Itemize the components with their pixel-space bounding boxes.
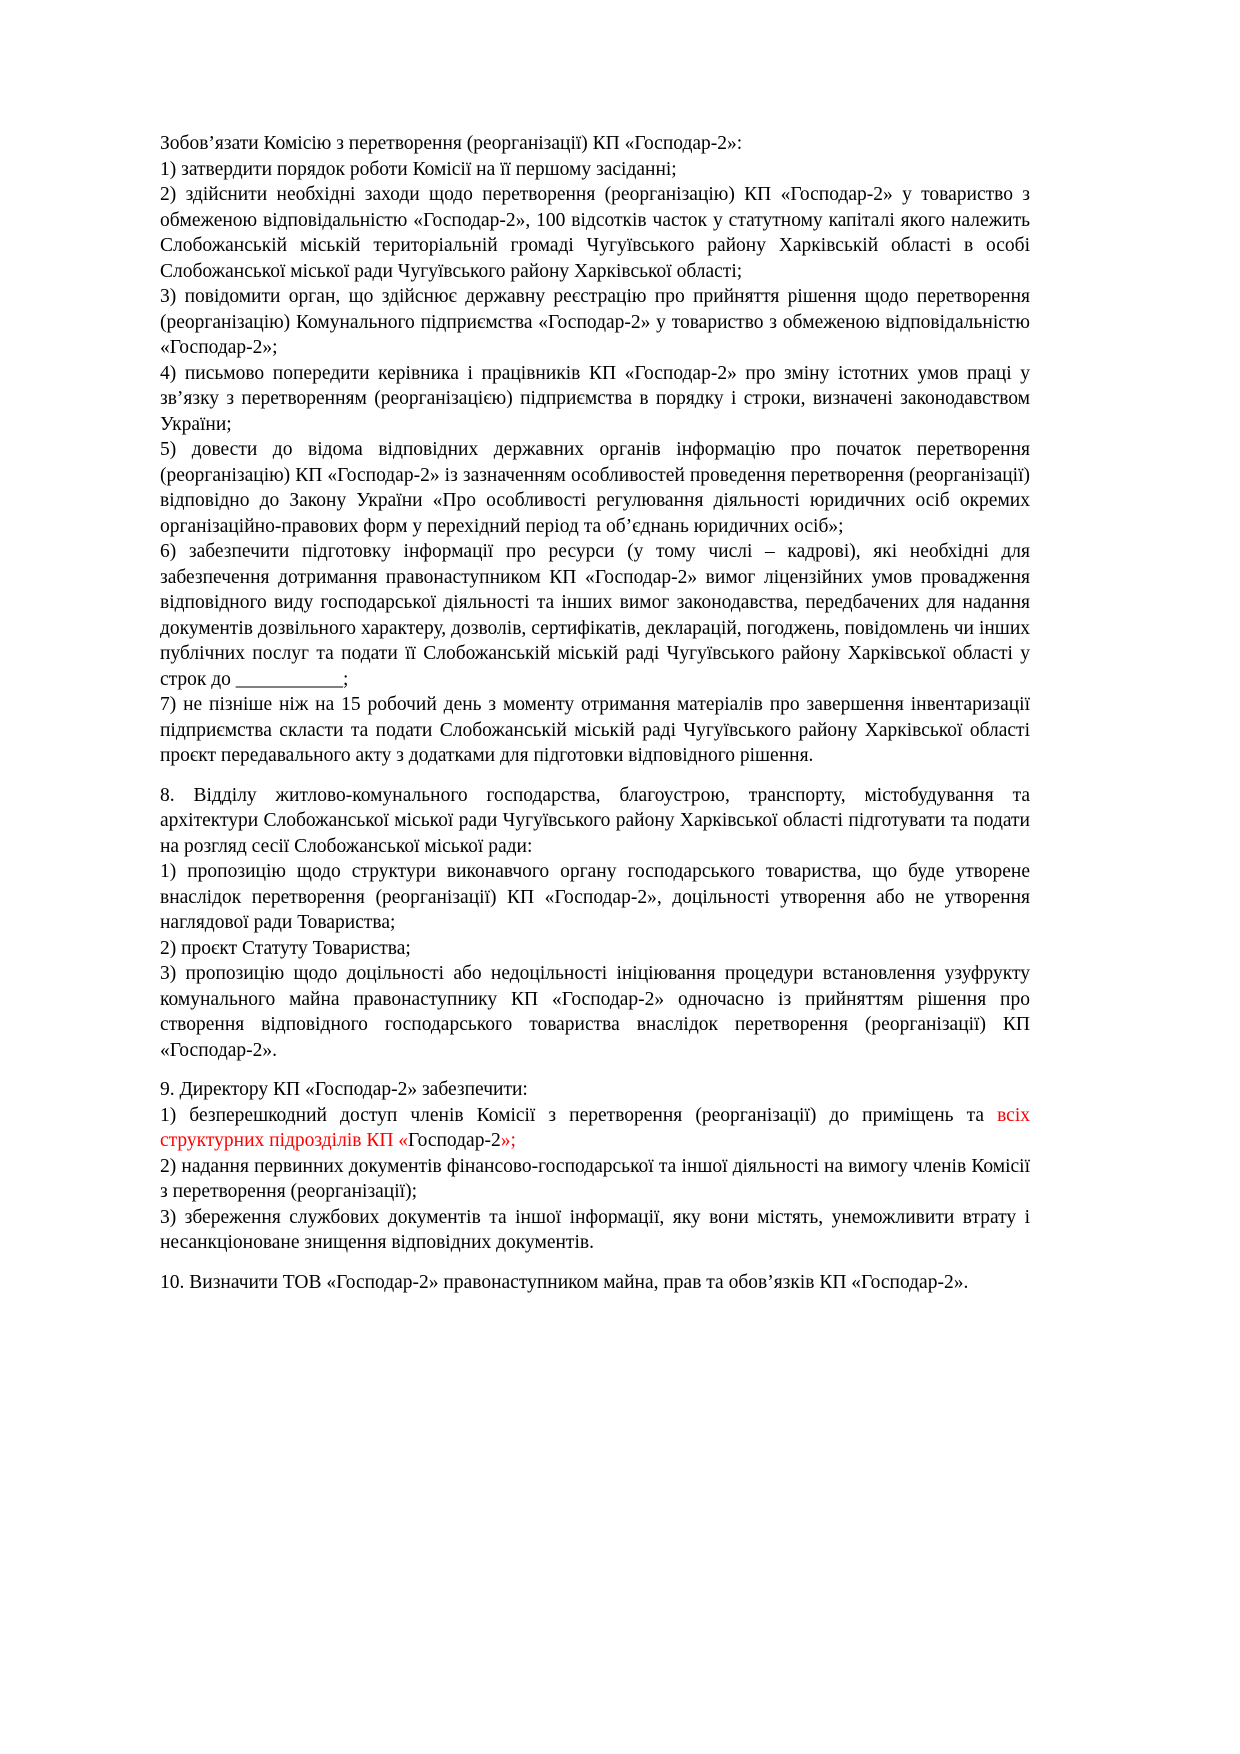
paragraph <box>160 1270 1030 1296</box>
text-run: 3) збереження службових документів та іншої інформації, яку вони містять, унеможливити втрату і несанкціоноване знищення відповідних документів. <box>160 1206 1030 1253</box>
paragraph <box>160 1103 1030 1154</box>
paragraph <box>160 961 1030 1063</box>
text-run: 6) забезпечити підготовку інформації про ресурси (у тому числі – кадрові), які необхідні для забезпечення дотримання правонаступником КП «Господар-2» вимог ліцензійних умов провадження відповідного виду господарської діяльності та інших вимог законодавства, передбачених для надання документів дозвільного характеру, дозволів, сертифікатів, декларацій, погоджень, повідомлень чи інших публічних послуг та подати її Слобожанській міській раді Чугуївського району Харківської області у строк до ___________; <box>160 541 1030 690</box>
paragraph <box>160 692 1030 769</box>
paragraph <box>160 859 1030 936</box>
red-text-run: всіх структурних підрозділів КП « <box>160 1104 1030 1151</box>
text-run: 2) проєкт Статуту Товариства; <box>160 937 411 959</box>
text-run: 1) затвердити порядок роботи Комісії на її першому засіданні; <box>160 158 677 180</box>
text-run: 10. Визначити ТОВ «Господар-2» правонаступником майна, прав та обов’язків КП «Господар-2». <box>160 1271 969 1293</box>
paragraph <box>160 437 1030 539</box>
paragraph <box>160 182 1030 284</box>
document-body <box>160 131 1030 1295</box>
paragraph <box>160 783 1030 860</box>
text-run: Господар-2 <box>408 1130 501 1151</box>
paragraph <box>160 1154 1030 1205</box>
paragraph <box>160 539 1030 692</box>
text-run: 1) безперешкодний доступ членів Комісії з перетворення (реорганізації) до приміщень та <box>160 1104 998 1126</box>
text-run: 3) пропозицію щодо доцільності або недоцільності ініціювання процедури встановлення узуфрукту комунального майна правонаступнику КП «Господар-2» одночасно із прийняттям рішення про створення відповідного господарського товариства внаслідок перетворення (реорганізації) КП «Господар-2». <box>160 963 1030 1061</box>
text-run: 4) письмово попередити керівника і працівників КП «Господар-2» про зміну істотних умов праці у зв’язку з перетворенням (реорганізацією) підприємства в порядку і строки, визначені законодавством України; <box>160 362 1030 435</box>
text-run: 7) не пізніше ніж на 15 робочий день з моменту отримання матеріалів про завершення інвентаризації підприємства скласти та подати Слобожанській міській раді Чугуївського району Харківської області проєкт передавального акту з додатками для підготовки відповідного рішення. <box>160 694 1030 766</box>
paragraph <box>160 131 1030 157</box>
paragraph <box>160 936 1030 962</box>
text-run: 3) повідомити орган, що здійснює державну реєстрацію про прийняття рішення щодо перетворення (реорганізацію) Комунального підприємства «Господар-2» у товариство з обмеженою відповідальністю «Господар-2»; <box>160 286 1030 358</box>
paragraph <box>160 361 1030 438</box>
text-run: 2) здійснити необхідні заходи щодо перетворення (реорганізацію) КП «Господар-2» у товариство з обмеженою відповідальністю «Господар-2», 100 відсотків часток у статутному капіталі якого належить Слобожанській міській територіальній громаді Чугуївського району Харківській області в особі Слобожанської міської ради Чугуївського району Харківської області; <box>160 184 1030 282</box>
red-text-run: »; <box>500 1130 516 1151</box>
text-run: 8. Відділу житлово-комунального господарства, благоустрою, транспорту, містобудування та архітектури Слобожанської міської ради Чугуївського району Харківської області підготувати та подати на розгляд сесії Слобожанської міської ради: <box>160 784 1030 857</box>
paragraph <box>160 157 1030 183</box>
text-run: 5) довести до відома відповідних державних органів інформацію про початок перетворення (реорганізацію) КП «Господар-2» із зазначенням особливостей проведення перетворення (реорганізації) відповідно до Закону України «Про особливості регулювання діяльності юридичних осіб окремих організаційно-правових форм у перехідний період та об’єднань юридичних осіб»; <box>160 439 1030 537</box>
text-run: 9. Директору КП «Господар-2» забезпечити: <box>160 1079 528 1100</box>
paragraph <box>160 284 1030 361</box>
text-run: 2) надання первинних документів фінансово-господарської та іншої діяльності на вимогу членів Комісії з перетворення (реорганізації); <box>160 1155 1030 1202</box>
paragraph <box>160 1205 1030 1256</box>
text-run: 1) пропозицію щодо структури виконавчого органу господарського товариства, що буде утворене внаслідок перетворення (реорганізації) КП «Господар-2», доцільності утворення або не утворення наглядової ради Товариства; <box>160 861 1030 933</box>
paragraph <box>160 1077 1030 1103</box>
text-run: Зобов’язати Комісію з перетворення (реорганізації) КП «Господар-2»: <box>160 133 743 154</box>
